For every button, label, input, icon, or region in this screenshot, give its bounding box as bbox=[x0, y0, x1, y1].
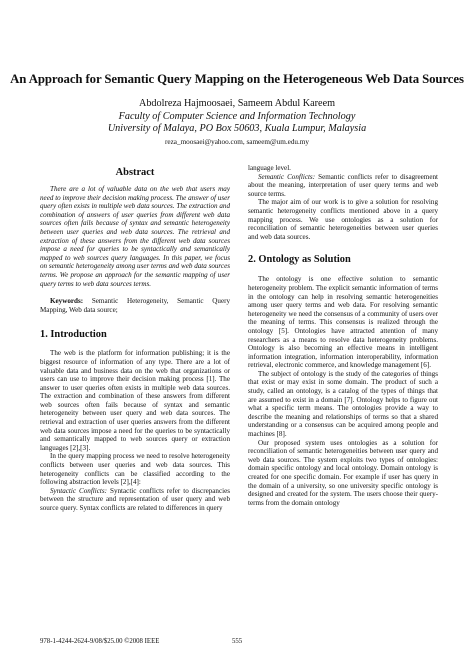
semantic-conflicts-paragraph bbox=[248, 173, 438, 199]
page-number: 555 bbox=[232, 638, 243, 645]
abstract-text: There are a lot of valuable data on the web that users may need to improve their decision making process. The answer of user query often exists in multiple web data sources. The extraction and combination of answers of user queries from different web data sources often fails because of syntax and semantic heterogeneity between user queries and web data sources. The retrieval and extraction of these answers from the different web data sources impose a need for queries to be syntactically and semantically mapped to web sources query languages. In this paper, we focus on semantic heterogeneity among user terms and web data sources terms. We propose an approach for the semantic mapping of user query terms to web data sources terms. bbox=[40, 185, 230, 288]
intro-paragraph-1: The web is the platform for information publishing; it is the biggest resource of information of any type. There are a lot of valuable data and business data on the web that organizations or users can use to improve their decision making process [1]. The answer to user queries often exists in multiple web data sources. The extraction and combination of these answers from different web sources often fails because of syntax and semantic heterogeneity between user query and web data sources. The retrieval and extraction of user queries answers from the different web data sources impose a need for the queries to be syntactically and semantically mapped to web sources query or extraction languages [2],[3]. bbox=[40, 349, 230, 452]
left-column bbox=[40, 166, 230, 513]
affiliation-line-1: Faculty of Computer Science and Information Technology bbox=[118, 111, 356, 122]
semantic-conflicts-text: Semantic conflicts refer to disagreement about the meaning, interpretation of user query terms and web source terms. bbox=[248, 172, 438, 198]
author-emails: reza_moosaei@yahoo.com, sameem@um.edu.my bbox=[165, 138, 309, 146]
ontology-paragraph-3: Our proposed system uses ontologies as a solution for reconciliation of semantic heterogeneities between user query and web data sources. The system exploits two types of ontologies: domain specific ontology and local ontology. Domain ontology is created for one specific domain. For example if user has query in the domain of a university, so one university specific ontology is designed and created for the system. The users choose their query-terms from the domain ontology bbox=[248, 438, 438, 507]
affiliation-line-2: University of Malaya, PO Box 50603, Kuala Lumpur, Malaysia bbox=[107, 123, 367, 134]
abstract-heading: Abstract bbox=[115, 167, 155, 178]
right-column bbox=[248, 164, 438, 507]
keywords-label: Keywords: bbox=[50, 297, 84, 306]
keywords bbox=[40, 297, 230, 314]
aim-paragraph: The major aim of our work is to give a solution for resolving semantic heterogeneity conflicts mentioned above in a query mapping process. We use ontologies as a solution for reconciliation of semantic heterogeneities between user queries and web data sources. bbox=[248, 198, 438, 241]
semantic-conflicts-label: Semantic Conflicts: bbox=[258, 172, 316, 181]
paper-title: An Approach for Semantic Query Mapping on the Heterogeneous Web Data Sources bbox=[10, 72, 464, 86]
ontology-paragraph-2: The subject of ontology is the study of the categories of things that exist or may exist in some domain. The product of such a study, called an ontology, is a catalog of the types of things that are assumed to exist in a domain [7]. Ontology helps to figure out what a specific term means. The ontologies provide a way to describe the meaning and relationships of terms so that a shared understanding or a consensus can be acquired among people and machines [8]. bbox=[248, 369, 438, 439]
syntactic-conflicts-text: Syntactic conflicts refer to discrepancies between the structure and representation of user query and web source query. Syntax conflicts are related to differences in query bbox=[40, 486, 230, 512]
copyright-footer: 978-1-4244-2624-9/08/$25.00 ©2008 IEEE bbox=[40, 638, 160, 645]
keywords-text: Semantic Heterogeneity, Semantic Query Mapping, Web data source; bbox=[40, 297, 230, 314]
continued-text: language level. bbox=[248, 164, 291, 172]
ontology-heading: 2. Ontology as Solution bbox=[248, 254, 351, 266]
syntactic-conflicts-label: Syntactic Conflicts: bbox=[50, 486, 107, 495]
intro-paragraph-2: In the query mapping process we need to resolve heterogeneity conflicts between user queries and web data sources. This heterogeneity conflicts can be classified according to the following abstraction levels [2],[4]: bbox=[40, 452, 230, 487]
ontology-paragraph-1: The ontology is one effective solution to semantic heterogeneity problem. The explicit semantic information of terms in the ontology can help in resolving semantic heterogeneities among user query terms and web data. For resolving semantic heterogeneity we need the consensus of a community of users over the meaning of terms. This consensus is realized through the ontology [5]. Ontologies have attracted attention of many researchers as a means to resolve data heterogeneity problems. Ontology is also becoming an effective means in intelligent information integration, information interoperability, information retrieval, electronic commerce, and knowledge management [6]. bbox=[248, 275, 438, 370]
paper-authors: Abdolreza Hajmoosaei, Sameem Abdul Kareem bbox=[138, 98, 336, 109]
intro-paragraph-3 bbox=[40, 487, 230, 513]
intro-heading: 1. Introduction bbox=[40, 329, 107, 341]
